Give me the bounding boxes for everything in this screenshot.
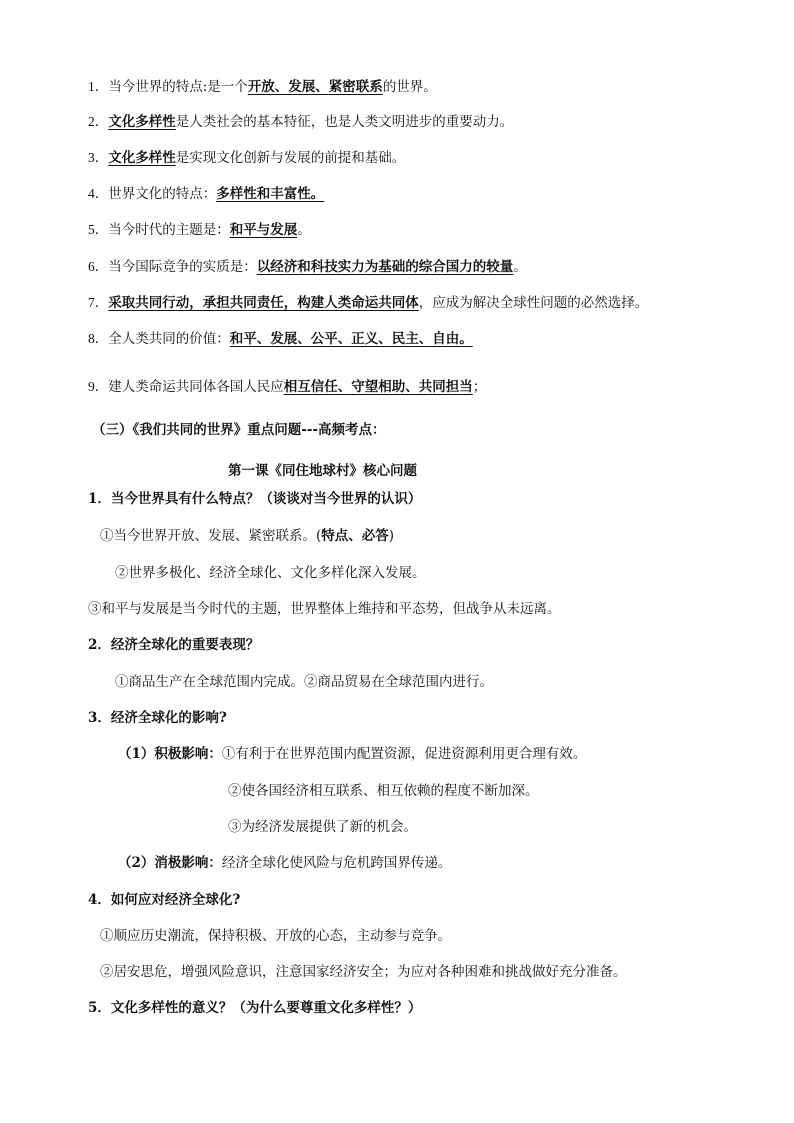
question-3-negative [118,853,451,873]
question-3-positive-2: ②使各国经济相互联系、相互依赖的程度不断加深。 [228,783,539,799]
item-number: 6． [88,259,109,274]
item-text-end: ，应成为解决全球性问题的必然选择。 [418,295,649,311]
positive-label: （1）积极影响： [118,746,222,762]
question-2-title: 2．经济全球化的重要表现？ [88,637,260,653]
list-item-2 [88,112,513,132]
item-number: 1． [88,79,109,94]
question-4-title: 4．如何应对经济全球化? [88,892,241,908]
item-text: 建人类命运共同体各国人民应 [108,379,284,395]
item-key-phrase: 和平与发展 [229,222,298,238]
item-text-end: 。 [297,222,311,238]
question-1-title: 1．当今世界具有什么特点？（谈谈对当今世界的认识） [88,491,422,507]
list-item-8 [88,329,473,349]
item-number: 8． [88,331,109,346]
item-text: 当今国际竞争的实质是： [108,259,257,275]
list-item-9 [88,377,486,397]
positive-point-1: ①有利于在世界范围内配置资源，促进资源利用更合理有效。 [221,746,587,762]
list-item-3 [88,148,405,168]
question-1-answer-2: ②世界多极化、经济全球化、文化多样化深入发展。 [115,565,426,581]
item-text: 当今时代的主题是： [108,222,230,238]
negative-label: （2）消极影响： [118,855,222,871]
negative-point-1: 经济全球化使风险与危机跨国界传递。 [221,855,452,871]
item-number: 3． [88,150,109,165]
question-4-answer-2: ②居安思危，增强风险意识，注意国家经济安全；为应对各种困难和挑战做好充分准备。 [100,964,627,980]
item-key-phrase: 多样性和丰富性。 [216,186,325,202]
lesson-title: 第一课《同住地球村》核心问题 [228,463,417,479]
question-5-title: 5．文化多样性的意义？（为什么要尊重文化多样性？） [88,1000,422,1016]
question-1-answer-1 [100,526,394,546]
item-key-phrase: 相互信任、守望相助、共同担当 [283,379,473,395]
item-text-end: 是人类社会的基本特征，也是人类文明进步的重要动力。 [175,114,514,130]
item-number: 2． [88,114,109,129]
list-item-4 [88,184,324,204]
list-item-6 [88,257,527,277]
item-number: 9． [88,379,109,394]
question-3-positive [118,744,586,764]
item-key-phrase: 文化多样性 [108,114,176,130]
question-1-answer-3: ③和平与发展是当今时代的主题，世界整体上维持和平态势，但战争从未远离。 [88,601,561,617]
item-text-end: 是实现文化创新与发展的前提和基础。 [175,150,406,166]
question-2-answer-1: ①商品生产在全球范围内完成。②商品贸易在全球范围内进行。 [115,674,493,690]
item-key-phrase: 文化多样性 [108,150,176,166]
item-key-phrase: 以经济和科技实力为基础的综合国力的较量 [256,259,514,275]
question-3-positive-3: ③为经济发展提供了新的机会。 [228,819,417,835]
question-3-title: 3．经济全球化的影响? [88,710,227,726]
item-text: 当今世界的特点:是一个 [108,79,248,95]
answer-text: ①当今世界开放、发展、紧密联系。( [100,528,322,544]
item-key-phrase: 采取共同行动，承担共同责任，构建人类命运共同体 [108,295,419,311]
question-4-answer-1: ①顺应历史潮流，保持积极、开放的心态，主动参与竞争。 [100,928,451,944]
item-text-end: 的世界。 [382,79,437,95]
list-item-7 [88,293,648,313]
section-heading: （三）《我们共同的世界》重点问题---高频考点： [92,422,386,438]
item-number: 7． [88,295,109,310]
list-item-1 [88,77,437,97]
item-number: 4． [88,186,109,201]
list-item-5 [88,220,311,240]
item-text: 全人类共同的价值： [108,331,230,347]
answer-text-end: ) [388,528,395,544]
item-text-end: 。 [513,259,527,275]
item-number: 5． [88,222,109,237]
item-text: 世界文化的特点： [108,186,217,202]
item-text-end: ； [472,379,487,395]
answer-emphasis: 特点、必答 [321,528,389,544]
item-key-phrase: 开放、发展、紧密联系 [247,79,383,95]
item-key-phrase: 和平、发展、公平、正义、民主、自由。 [229,331,473,347]
